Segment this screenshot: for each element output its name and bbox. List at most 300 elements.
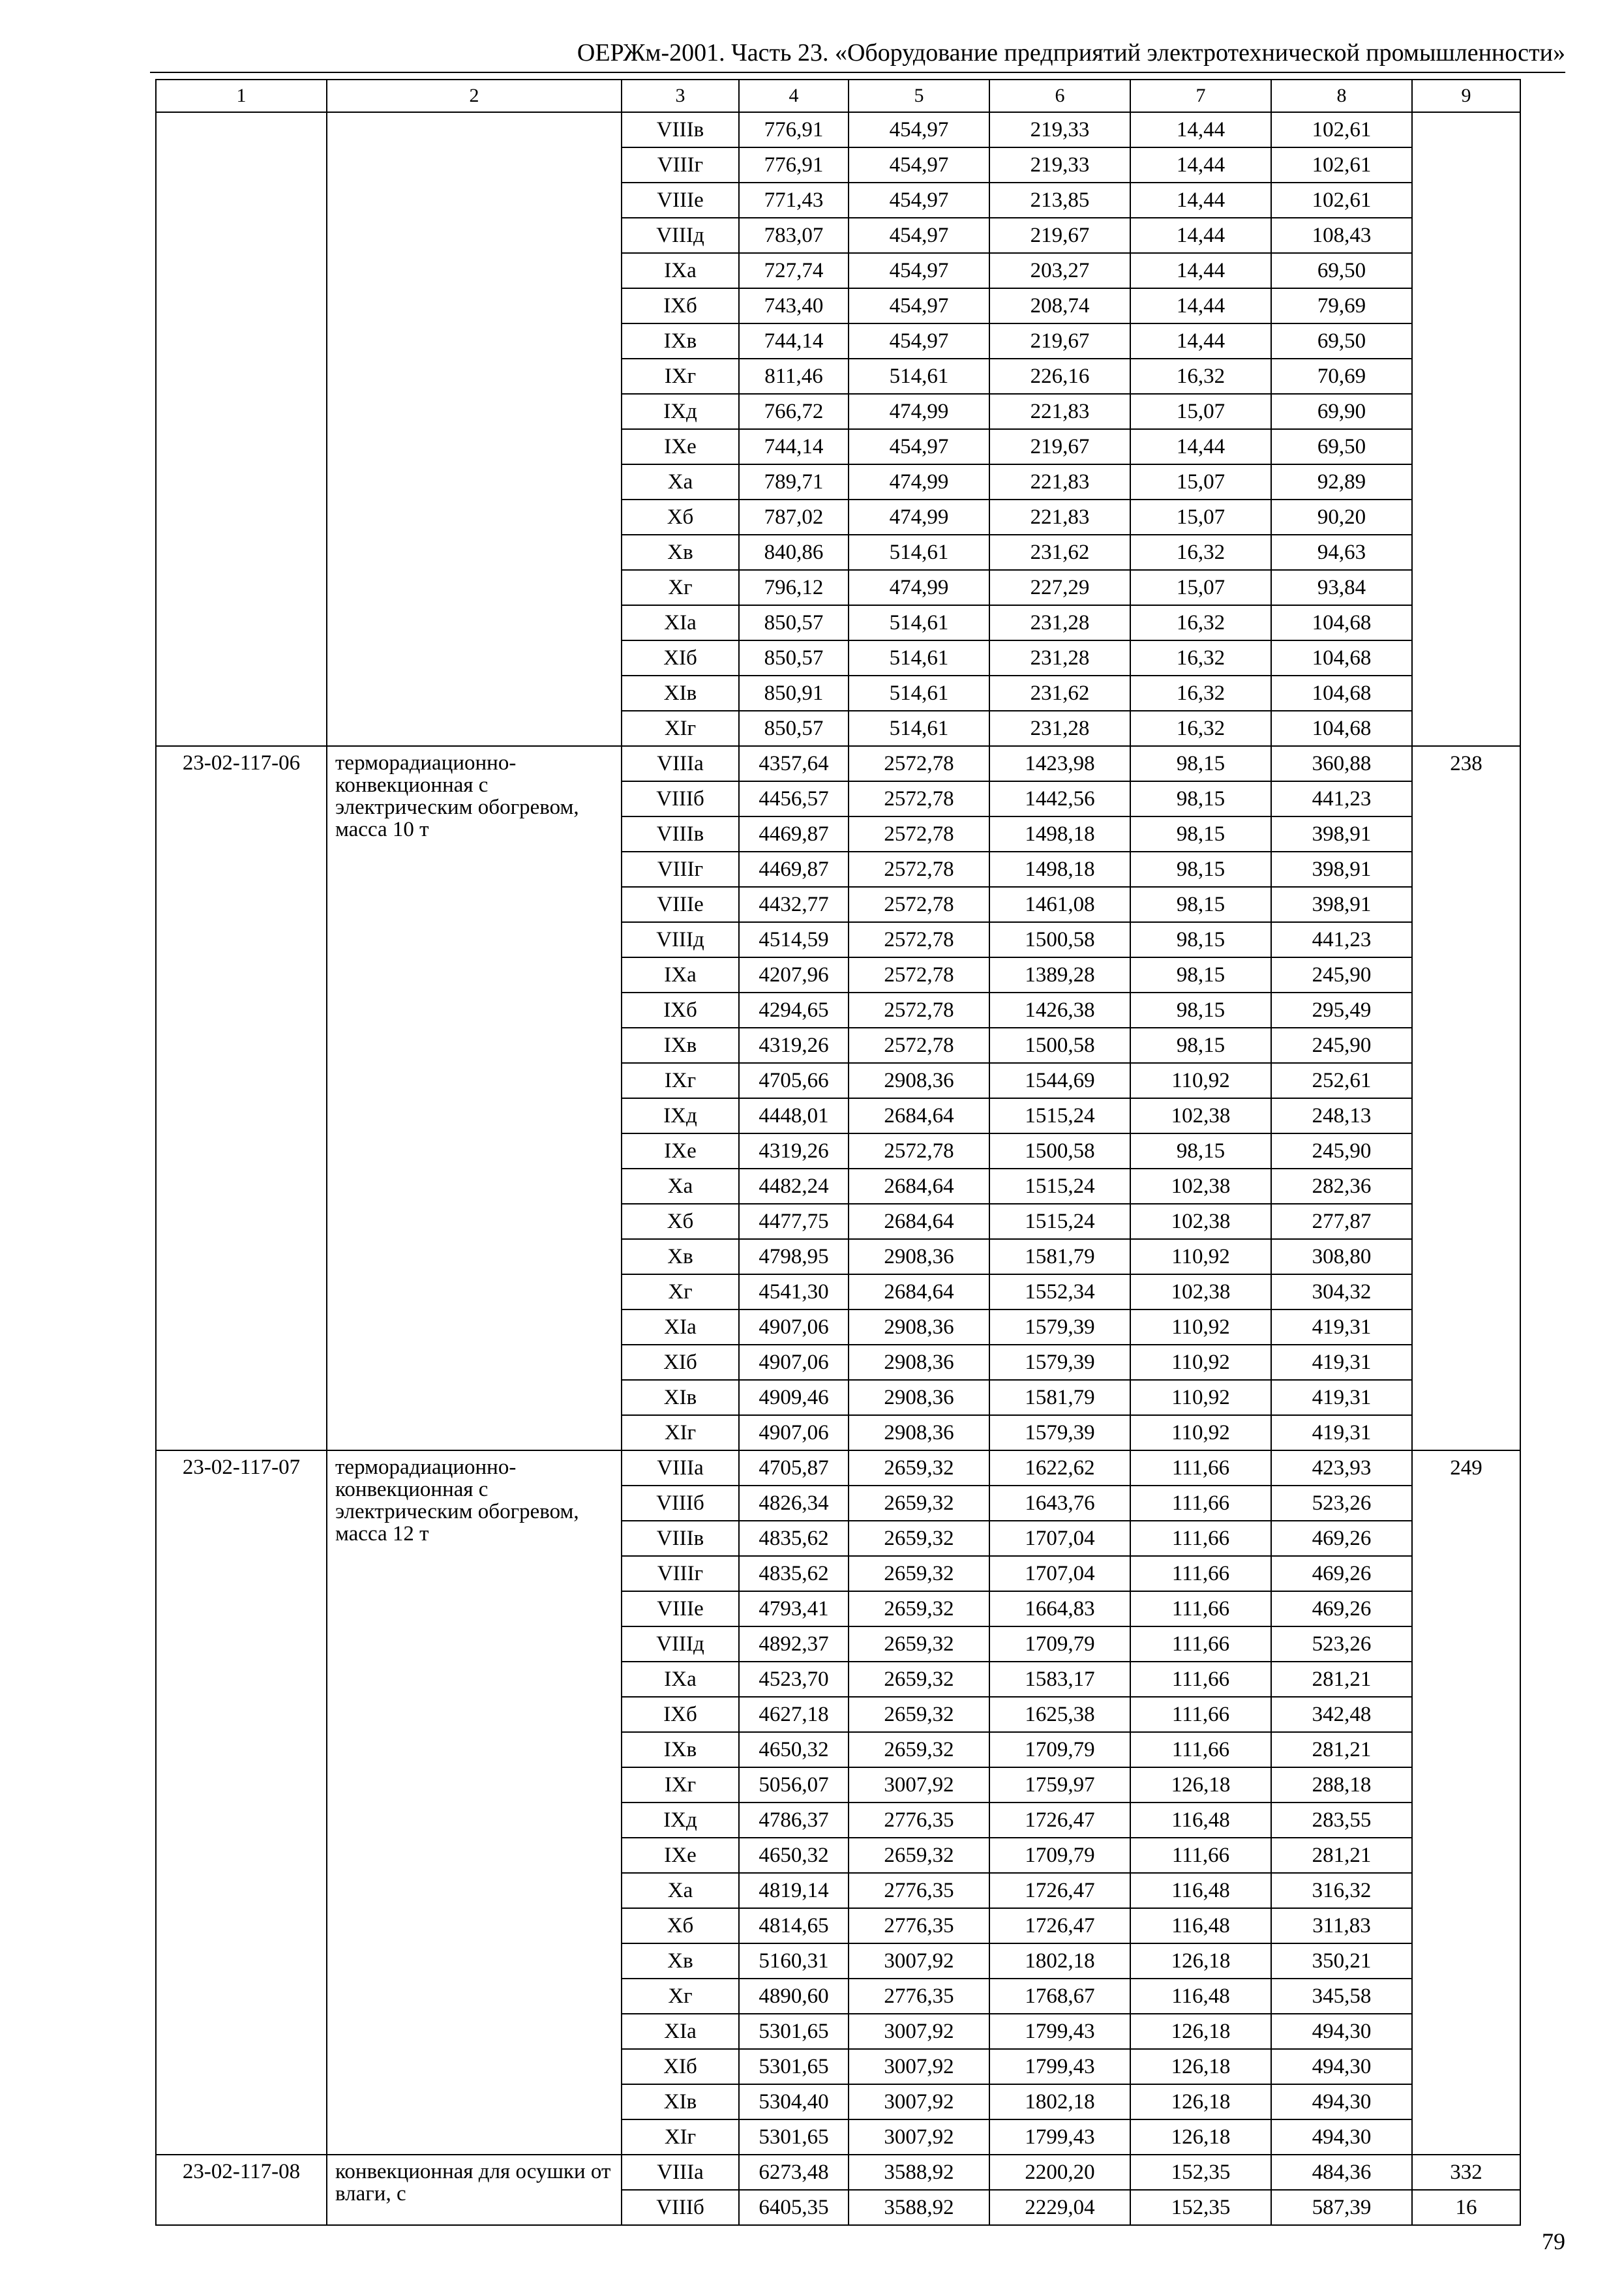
value-cell: 231,62	[989, 535, 1130, 570]
value-cell: 5056,07	[739, 1767, 849, 1803]
value-cell: 5301,65	[739, 2049, 849, 2084]
class-cell: Xа	[622, 1873, 739, 1908]
value-cell: 90,20	[1271, 500, 1412, 535]
value-cell: 4357,64	[739, 746, 849, 781]
table-row	[156, 112, 1520, 147]
class-cell: VIIIб	[622, 1486, 739, 1521]
class-cell: IXг	[622, 359, 739, 394]
class-cell: IXе	[622, 1133, 739, 1169]
value-cell: 4892,37	[739, 1626, 849, 1662]
value-cell: 2659,32	[849, 1626, 989, 1662]
value-cell: 4469,87	[739, 852, 849, 887]
value-cell: 219,33	[989, 147, 1130, 183]
value-cell: 1643,76	[989, 1486, 1130, 1521]
value-cell: 5304,40	[739, 2084, 849, 2119]
value-cell: 79,69	[1271, 288, 1412, 323]
resource-table	[155, 79, 1521, 2226]
value-cell: 494,30	[1271, 2049, 1412, 2084]
value-cell: 398,91	[1271, 887, 1412, 922]
value-cell: 2200,20	[989, 2155, 1130, 2190]
value-cell: 454,97	[849, 218, 989, 253]
value-cell: 2684,64	[849, 1098, 989, 1133]
value-cell: 1622,62	[989, 1450, 1130, 1486]
value-cell: 126,18	[1130, 2119, 1271, 2155]
column-header: 1	[156, 80, 327, 112]
value-cell: 2776,35	[849, 1908, 989, 1943]
value-cell: 2572,78	[849, 1133, 989, 1169]
value-cell: 98,15	[1130, 1133, 1271, 1169]
value-cell: 494,30	[1271, 2084, 1412, 2119]
value-cell: 523,26	[1271, 1626, 1412, 1662]
value-cell: 419,31	[1271, 1415, 1412, 1450]
value-cell: 110,92	[1130, 1309, 1271, 1345]
value-cell: 1726,47	[989, 1873, 1130, 1908]
value-cell: 98,15	[1130, 781, 1271, 816]
value-cell: 6405,35	[739, 2190, 849, 2225]
header-divider	[150, 72, 1565, 73]
value-cell: 14,44	[1130, 429, 1271, 464]
value-cell: 3007,92	[849, 1767, 989, 1803]
class-cell: VIIIг	[622, 1556, 739, 1591]
column-header: 6	[989, 80, 1130, 112]
class-cell: IXг	[622, 1767, 739, 1803]
value-cell: 213,85	[989, 183, 1130, 218]
value-cell: 776,91	[739, 112, 849, 147]
value-cell: 15,07	[1130, 464, 1271, 500]
value-cell: 840,86	[739, 535, 849, 570]
class-cell: VIIIа	[622, 746, 739, 781]
col9-cell: 16	[1412, 2190, 1520, 2225]
value-cell: 15,07	[1130, 394, 1271, 429]
value-cell: 1423,98	[989, 746, 1130, 781]
value-cell: 98,15	[1130, 746, 1271, 781]
value-cell: 2572,78	[849, 852, 989, 887]
value-cell: 2684,64	[849, 1204, 989, 1239]
value-cell: 111,66	[1130, 1697, 1271, 1732]
value-cell: 102,61	[1271, 183, 1412, 218]
value-cell: 441,23	[1271, 922, 1412, 957]
value-cell: 116,48	[1130, 1873, 1271, 1908]
value-cell: 116,48	[1130, 1908, 1271, 1943]
value-cell: 221,83	[989, 464, 1130, 500]
value-cell: 1515,24	[989, 1098, 1130, 1133]
value-cell: 14,44	[1130, 112, 1271, 147]
value-cell: 104,68	[1271, 676, 1412, 711]
class-cell: IXг	[622, 1063, 739, 1098]
value-cell: 2659,32	[849, 1662, 989, 1697]
value-cell: 4814,65	[739, 1908, 849, 1943]
equipment-name-cell	[327, 112, 622, 746]
value-cell: 104,68	[1271, 640, 1412, 676]
value-cell: 1500,58	[989, 1028, 1130, 1063]
class-cell: IXв	[622, 1028, 739, 1063]
class-cell: VIIIа	[622, 2155, 739, 2190]
equipment-name-cell: терморадиационно-конвекционная с электрическим обогревом, масса 10 т	[327, 746, 622, 1450]
value-cell: 474,99	[849, 394, 989, 429]
class-cell: VIIIб	[622, 2190, 739, 2225]
value-cell: 219,67	[989, 429, 1130, 464]
value-cell: 2572,78	[849, 781, 989, 816]
value-cell: 111,66	[1130, 1838, 1271, 1873]
value-cell: 2659,32	[849, 1697, 989, 1732]
value-cell: 514,61	[849, 605, 989, 640]
value-cell: 98,15	[1130, 922, 1271, 957]
table-row	[156, 746, 1520, 781]
value-cell: 2572,78	[849, 957, 989, 993]
col9-cell: 332	[1412, 2155, 1520, 2190]
value-cell: 419,31	[1271, 1380, 1412, 1415]
value-cell: 2908,36	[849, 1309, 989, 1345]
value-cell: 850,57	[739, 605, 849, 640]
value-cell: 1498,18	[989, 816, 1130, 852]
value-cell: 4798,95	[739, 1239, 849, 1274]
value-cell: 4890,60	[739, 1979, 849, 2014]
class-cell: Xа	[622, 464, 739, 500]
value-cell: 2659,32	[849, 1486, 989, 1521]
value-cell: 474,99	[849, 500, 989, 535]
value-cell: 1498,18	[989, 852, 1130, 887]
value-cell: 69,50	[1271, 253, 1412, 288]
class-cell: IXд	[622, 1803, 739, 1838]
value-cell: 2908,36	[849, 1415, 989, 1450]
value-cell: 783,07	[739, 218, 849, 253]
class-cell: VIIIе	[622, 183, 739, 218]
value-cell: 98,15	[1130, 993, 1271, 1028]
column-header: 8	[1271, 80, 1412, 112]
class-cell: VIIIе	[622, 1591, 739, 1626]
class-cell: XIа	[622, 1309, 739, 1345]
value-cell: 16,32	[1130, 605, 1271, 640]
value-cell: 744,14	[739, 429, 849, 464]
value-cell: 70,69	[1271, 359, 1412, 394]
class-cell: VIIIб	[622, 781, 739, 816]
value-cell: 1625,38	[989, 1697, 1130, 1732]
value-cell: 1581,79	[989, 1380, 1130, 1415]
value-cell: 1768,67	[989, 1979, 1130, 2014]
value-cell: 796,12	[739, 570, 849, 605]
column-header: 9	[1412, 80, 1520, 112]
value-cell: 126,18	[1130, 2084, 1271, 2119]
class-cell: IXб	[622, 993, 739, 1028]
class-cell: XIв	[622, 1380, 739, 1415]
value-cell: 1759,97	[989, 1767, 1130, 1803]
class-cell: IXд	[622, 1098, 739, 1133]
value-cell: 4705,66	[739, 1063, 849, 1098]
value-cell: 469,26	[1271, 1556, 1412, 1591]
value-cell: 454,97	[849, 253, 989, 288]
value-cell: 1581,79	[989, 1239, 1130, 1274]
value-cell: 2572,78	[849, 746, 989, 781]
value-cell: 126,18	[1130, 1767, 1271, 1803]
value-cell: 2659,32	[849, 1556, 989, 1591]
class-cell: Xб	[622, 1204, 739, 1239]
value-cell: 245,90	[1271, 957, 1412, 993]
value-cell: 245,90	[1271, 1028, 1412, 1063]
class-cell: IXб	[622, 288, 739, 323]
value-cell: 2776,35	[849, 1803, 989, 1838]
column-number-row	[156, 80, 1520, 112]
value-cell: 116,48	[1130, 1979, 1271, 2014]
value-cell: 789,71	[739, 464, 849, 500]
value-cell: 494,30	[1271, 2014, 1412, 2049]
value-cell: 108,43	[1271, 218, 1412, 253]
document-header-title: ОЕРЖм-2001. Часть 23. «Оборудование предприятий электротехнической промышленности»	[577, 39, 1565, 67]
value-cell: 2572,78	[849, 1028, 989, 1063]
rate-code-cell: 23-02-117-07	[156, 1450, 327, 2155]
value-cell: 219,67	[989, 323, 1130, 359]
class-cell: XIг	[622, 711, 739, 746]
value-cell: 514,61	[849, 711, 989, 746]
value-cell: 208,74	[989, 288, 1130, 323]
value-cell: 398,91	[1271, 816, 1412, 852]
value-cell: 1426,38	[989, 993, 1130, 1028]
value-cell: 102,38	[1130, 1204, 1271, 1239]
value-cell: 2659,32	[849, 1591, 989, 1626]
value-cell: 3588,92	[849, 2190, 989, 2225]
value-cell: 219,67	[989, 218, 1130, 253]
value-cell: 743,40	[739, 288, 849, 323]
class-cell: Xв	[622, 535, 739, 570]
value-cell: 16,32	[1130, 676, 1271, 711]
equipment-name-cell: терморадиационно-конвекционная с электрическим обогревом, масса 12 т	[327, 1450, 622, 2155]
value-cell: 4835,62	[739, 1521, 849, 1556]
column-header: 5	[849, 80, 989, 112]
value-cell: 14,44	[1130, 218, 1271, 253]
value-cell: 2684,64	[849, 1274, 989, 1309]
value-cell: 423,93	[1271, 1450, 1412, 1486]
class-cell: IXд	[622, 394, 739, 429]
class-cell: IXа	[622, 957, 739, 993]
value-cell: 4432,77	[739, 887, 849, 922]
value-cell: 5160,31	[739, 1943, 849, 1979]
value-cell: 16,32	[1130, 535, 1271, 570]
value-cell: 587,39	[1271, 2190, 1412, 2225]
value-cell: 4819,14	[739, 1873, 849, 1908]
class-cell: VIIIг	[622, 852, 739, 887]
value-cell: 102,38	[1130, 1169, 1271, 1204]
value-cell: 221,83	[989, 500, 1130, 535]
value-cell: 850,91	[739, 676, 849, 711]
value-cell: 283,55	[1271, 1803, 1412, 1838]
value-cell: 2776,35	[849, 1979, 989, 2014]
value-cell: 469,26	[1271, 1591, 1412, 1626]
value-cell: 304,32	[1271, 1274, 1412, 1309]
value-cell: 69,50	[1271, 429, 1412, 464]
value-cell: 15,07	[1130, 570, 1271, 605]
value-cell: 2684,64	[849, 1169, 989, 1204]
value-cell: 4907,06	[739, 1345, 849, 1380]
value-cell: 1709,79	[989, 1626, 1130, 1662]
value-cell: 474,99	[849, 570, 989, 605]
class-cell: XIв	[622, 2084, 739, 2119]
class-cell: IXв	[622, 323, 739, 359]
class-cell: VIIIв	[622, 112, 739, 147]
class-cell: Xв	[622, 1943, 739, 1979]
class-cell: IXа	[622, 1662, 739, 1697]
value-cell: 219,33	[989, 112, 1130, 147]
value-cell: 514,61	[849, 640, 989, 676]
class-cell: Xб	[622, 500, 739, 535]
value-cell: 2776,35	[849, 1873, 989, 1908]
class-cell: XIг	[622, 2119, 739, 2155]
value-cell: 295,49	[1271, 993, 1412, 1028]
value-cell: 231,62	[989, 676, 1130, 711]
value-cell: 6273,48	[739, 2155, 849, 2190]
value-cell: 281,21	[1271, 1732, 1412, 1767]
value-cell: 126,18	[1130, 2049, 1271, 2084]
value-cell: 110,92	[1130, 1345, 1271, 1380]
value-cell: 227,29	[989, 570, 1130, 605]
value-cell: 2908,36	[849, 1345, 989, 1380]
column-header: 4	[739, 80, 849, 112]
value-cell: 116,48	[1130, 1803, 1271, 1838]
value-cell: 102,38	[1130, 1098, 1271, 1133]
value-cell: 104,68	[1271, 605, 1412, 640]
col9-cell: 249	[1412, 1450, 1520, 2155]
class-cell: VIIIд	[622, 218, 739, 253]
value-cell: 1802,18	[989, 1943, 1130, 1979]
value-cell: 1799,43	[989, 2014, 1130, 2049]
value-cell: 98,15	[1130, 887, 1271, 922]
value-cell: 469,26	[1271, 1521, 1412, 1556]
value-cell: 110,92	[1130, 1239, 1271, 1274]
value-cell: 454,97	[849, 147, 989, 183]
value-cell: 111,66	[1130, 1486, 1271, 1521]
class-cell: VIIIе	[622, 887, 739, 922]
class-cell: XIб	[622, 2049, 739, 2084]
value-cell: 4523,70	[739, 1662, 849, 1697]
table-row	[156, 1450, 1520, 1486]
value-cell: 727,74	[739, 253, 849, 288]
value-cell: 110,92	[1130, 1415, 1271, 1450]
class-cell: Xв	[622, 1239, 739, 1274]
value-cell: 1579,39	[989, 1309, 1130, 1345]
value-cell: 69,90	[1271, 394, 1412, 429]
value-cell: 787,02	[739, 500, 849, 535]
value-cell: 102,38	[1130, 1274, 1271, 1309]
value-cell: 102,61	[1271, 147, 1412, 183]
value-cell: 1461,08	[989, 887, 1130, 922]
value-cell: 5301,65	[739, 2119, 849, 2155]
class-cell: Xг	[622, 1274, 739, 1309]
class-cell: XIг	[622, 1415, 739, 1450]
value-cell: 776,91	[739, 147, 849, 183]
col9-cell	[1412, 112, 1520, 746]
rate-code-cell	[156, 112, 327, 746]
value-cell: 4448,01	[739, 1098, 849, 1133]
value-cell: 4909,46	[739, 1380, 849, 1415]
value-cell: 850,57	[739, 711, 849, 746]
value-cell: 766,72	[739, 394, 849, 429]
value-cell: 152,35	[1130, 2190, 1271, 2225]
value-cell: 398,91	[1271, 852, 1412, 887]
value-cell: 104,68	[1271, 711, 1412, 746]
value-cell: 1389,28	[989, 957, 1130, 993]
value-cell: 4482,24	[739, 1169, 849, 1204]
value-cell: 4456,57	[739, 781, 849, 816]
value-cell: 454,97	[849, 288, 989, 323]
value-cell: 231,28	[989, 640, 1130, 676]
value-cell: 308,80	[1271, 1239, 1412, 1274]
value-cell: 16,32	[1130, 640, 1271, 676]
value-cell: 850,57	[739, 640, 849, 676]
value-cell: 1552,34	[989, 1274, 1130, 1309]
value-cell: 514,61	[849, 676, 989, 711]
value-cell: 102,61	[1271, 112, 1412, 147]
value-cell: 1544,69	[989, 1063, 1130, 1098]
value-cell: 3588,92	[849, 2155, 989, 2190]
value-cell: 4793,41	[739, 1591, 849, 1626]
value-cell: 454,97	[849, 112, 989, 147]
value-cell: 316,32	[1271, 1873, 1412, 1908]
value-cell: 281,21	[1271, 1662, 1412, 1697]
value-cell: 2659,32	[849, 1732, 989, 1767]
value-cell: 111,66	[1130, 1591, 1271, 1626]
value-cell: 152,35	[1130, 2155, 1271, 2190]
value-cell: 111,66	[1130, 1521, 1271, 1556]
value-cell: 514,61	[849, 535, 989, 570]
value-cell: 14,44	[1130, 253, 1271, 288]
value-cell: 514,61	[849, 359, 989, 394]
value-cell: 98,15	[1130, 852, 1271, 887]
class-cell: IXа	[622, 253, 739, 288]
col9-cell: 238	[1412, 746, 1520, 1450]
value-cell: 1500,58	[989, 922, 1130, 957]
value-cell: 454,97	[849, 183, 989, 218]
column-header: 3	[622, 80, 739, 112]
value-cell: 1664,83	[989, 1591, 1130, 1626]
value-cell: 4705,87	[739, 1450, 849, 1486]
rate-code-cell: 23-02-117-08	[156, 2155, 327, 2225]
value-cell: 4650,32	[739, 1838, 849, 1873]
value-cell: 2659,32	[849, 1838, 989, 1873]
class-cell: Xб	[622, 1908, 739, 1943]
value-cell: 231,28	[989, 711, 1130, 746]
value-cell: 16,32	[1130, 359, 1271, 394]
value-cell: 1799,43	[989, 2119, 1130, 2155]
value-cell: 98,15	[1130, 1028, 1271, 1063]
value-cell: 1726,47	[989, 1803, 1130, 1838]
value-cell: 1442,56	[989, 781, 1130, 816]
value-cell: 14,44	[1130, 323, 1271, 359]
value-cell: 345,58	[1271, 1979, 1412, 2014]
value-cell: 3007,92	[849, 2119, 989, 2155]
value-cell: 484,36	[1271, 2155, 1412, 2190]
value-cell: 111,66	[1130, 1662, 1271, 1697]
value-cell: 454,97	[849, 429, 989, 464]
value-cell: 111,66	[1130, 1450, 1271, 1486]
value-cell: 311,83	[1271, 1908, 1412, 1943]
value-cell: 350,21	[1271, 1943, 1412, 1979]
table-body	[156, 112, 1520, 2225]
value-cell: 1707,04	[989, 1556, 1130, 1591]
value-cell: 4826,34	[739, 1486, 849, 1521]
value-cell: 1707,04	[989, 1521, 1130, 1556]
value-cell: 4835,62	[739, 1556, 849, 1591]
value-cell: 1579,39	[989, 1345, 1130, 1380]
value-cell: 4477,75	[739, 1204, 849, 1239]
value-cell: 1726,47	[989, 1908, 1130, 1943]
value-cell: 231,28	[989, 605, 1130, 640]
value-cell: 4907,06	[739, 1309, 849, 1345]
value-cell: 288,18	[1271, 1767, 1412, 1803]
value-cell: 69,50	[1271, 323, 1412, 359]
value-cell: 1500,58	[989, 1133, 1130, 1169]
value-cell: 221,83	[989, 394, 1130, 429]
value-cell: 245,90	[1271, 1133, 1412, 1169]
value-cell: 277,87	[1271, 1204, 1412, 1239]
class-cell: Xг	[622, 570, 739, 605]
